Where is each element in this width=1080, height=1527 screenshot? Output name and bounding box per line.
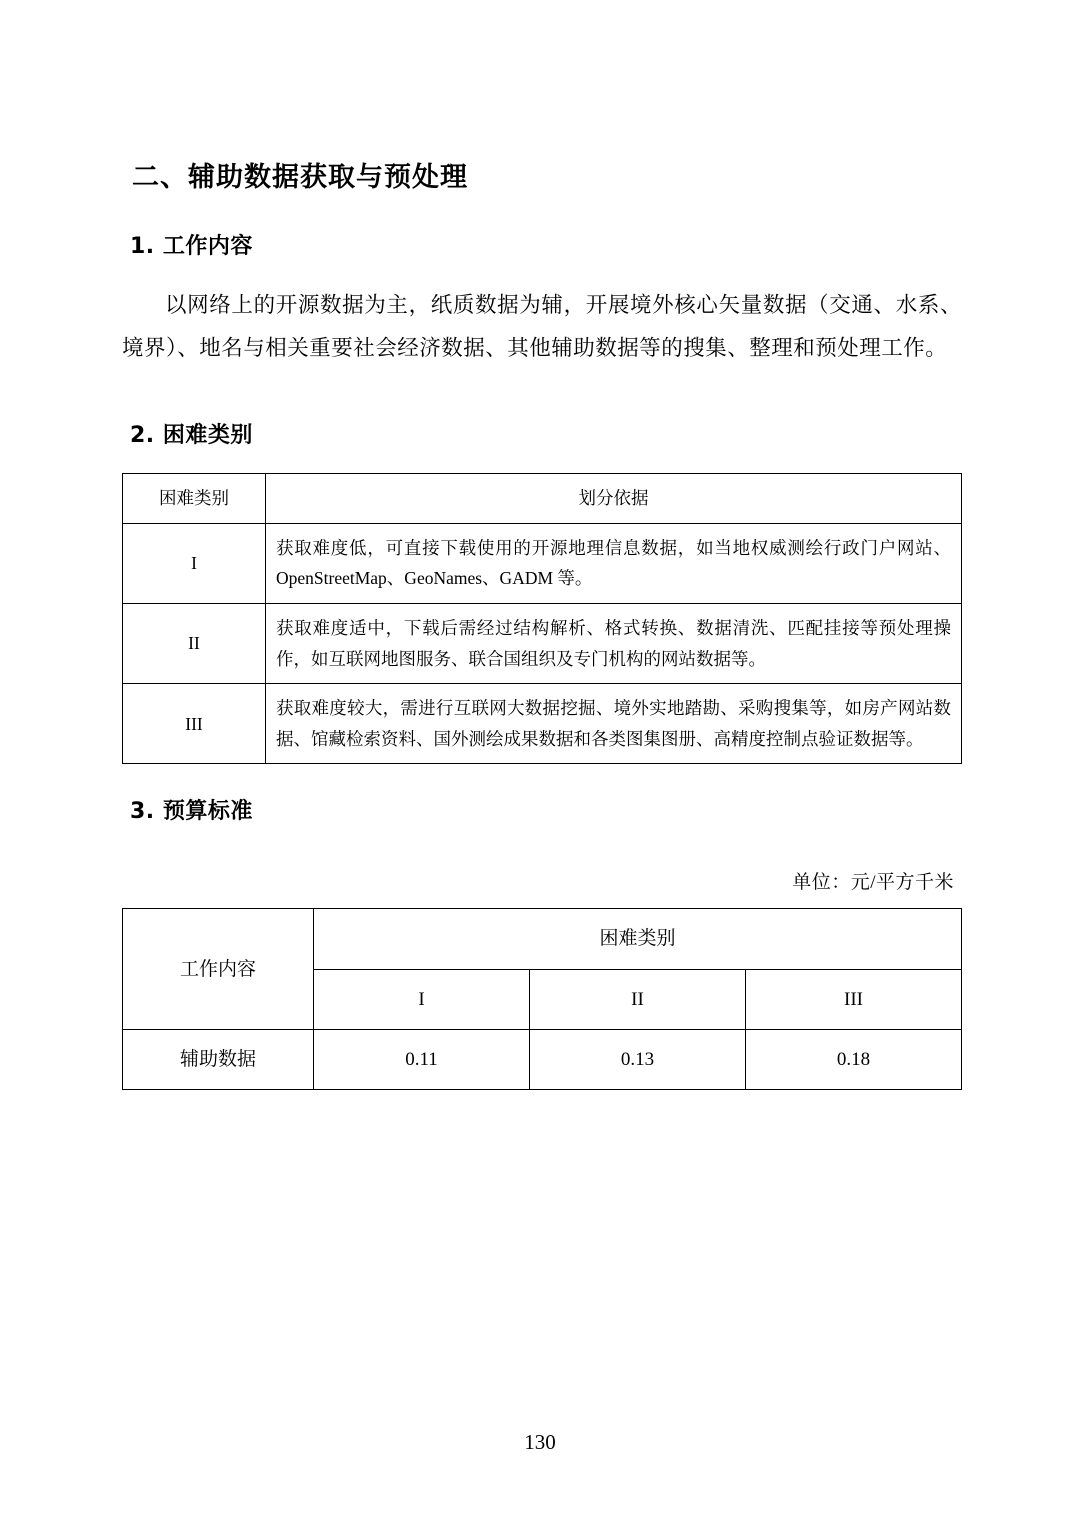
subsection-heading-work-content: 1. 工作内容	[130, 234, 253, 260]
page-title: 二、辅助数据获取与预处理	[132, 162, 468, 193]
table-header-row	[123, 474, 962, 524]
difficulty-category-table	[122, 473, 962, 764]
table-row	[123, 684, 962, 764]
spacer	[122, 849, 962, 867]
budget-standard-table	[122, 908, 962, 1090]
cell-basis-3: 获取难度较大，需进行互联网大数据挖掘、境外实地踏勘、采购搜集等，如房产网站数据、馆藏检索资料、国外测绘成果数据和各类图集图册、高精度控制点验证数据等。	[266, 684, 962, 764]
cell-basis-2: 获取难度适中，下载后需经过结构解析、格式转换、数据清洗、匹配挂接等预处理操作，如互联网地图服务、联合国组织及专门机构的网站数据等。	[266, 603, 962, 683]
table-row	[123, 523, 962, 603]
cell-category-3: III	[123, 684, 266, 764]
page-content	[122, 160, 962, 1090]
table-row	[123, 603, 962, 683]
budget-header-row	[123, 909, 962, 969]
spacer	[122, 764, 962, 794]
column-header-level-3: III	[746, 969, 962, 1029]
cell-category-2: II	[123, 603, 266, 683]
cell-value-level-3: 0.18	[746, 1029, 962, 1089]
column-header-category: 困难类别	[123, 474, 266, 524]
work-content-paragraph: 以网络上的开源数据为主，纸质数据为辅，开展境外核心矢量数据（交通、水系、境界）、地名与相关重要社会经济数据、其他辅助数据等的搜集、整理和预处理工作。	[122, 293, 962, 361]
cell-basis-1: 获取难度低，可直接下载使用的开源地理信息数据，如当地权威测绘行政门户网站、OpenStreetMap、GeoNames、GADM 等。	[266, 523, 962, 603]
budget-unit-label: 单位：元/平方千米	[792, 872, 954, 894]
page-number: 130	[524, 1430, 556, 1454]
column-header-level-1: I	[314, 969, 530, 1029]
column-group-header-difficulty: 困难类别	[314, 909, 962, 969]
cell-category-1: I	[123, 523, 266, 603]
subsection-heading-difficulty-category: 2. 困难类别	[130, 423, 253, 449]
cell-value-level-2: 0.13	[530, 1029, 746, 1089]
table-row	[123, 1029, 962, 1089]
spacer	[122, 400, 962, 418]
column-header-basis: 划分依据	[266, 474, 962, 524]
cell-value-level-1: 0.11	[314, 1029, 530, 1089]
cell-work-name: 辅助数据	[123, 1029, 314, 1089]
subsection-heading-budget-standard: 3. 预算标准	[130, 799, 253, 825]
column-header-work-content: 工作内容	[123, 909, 314, 1030]
column-header-level-2: II	[530, 969, 746, 1029]
